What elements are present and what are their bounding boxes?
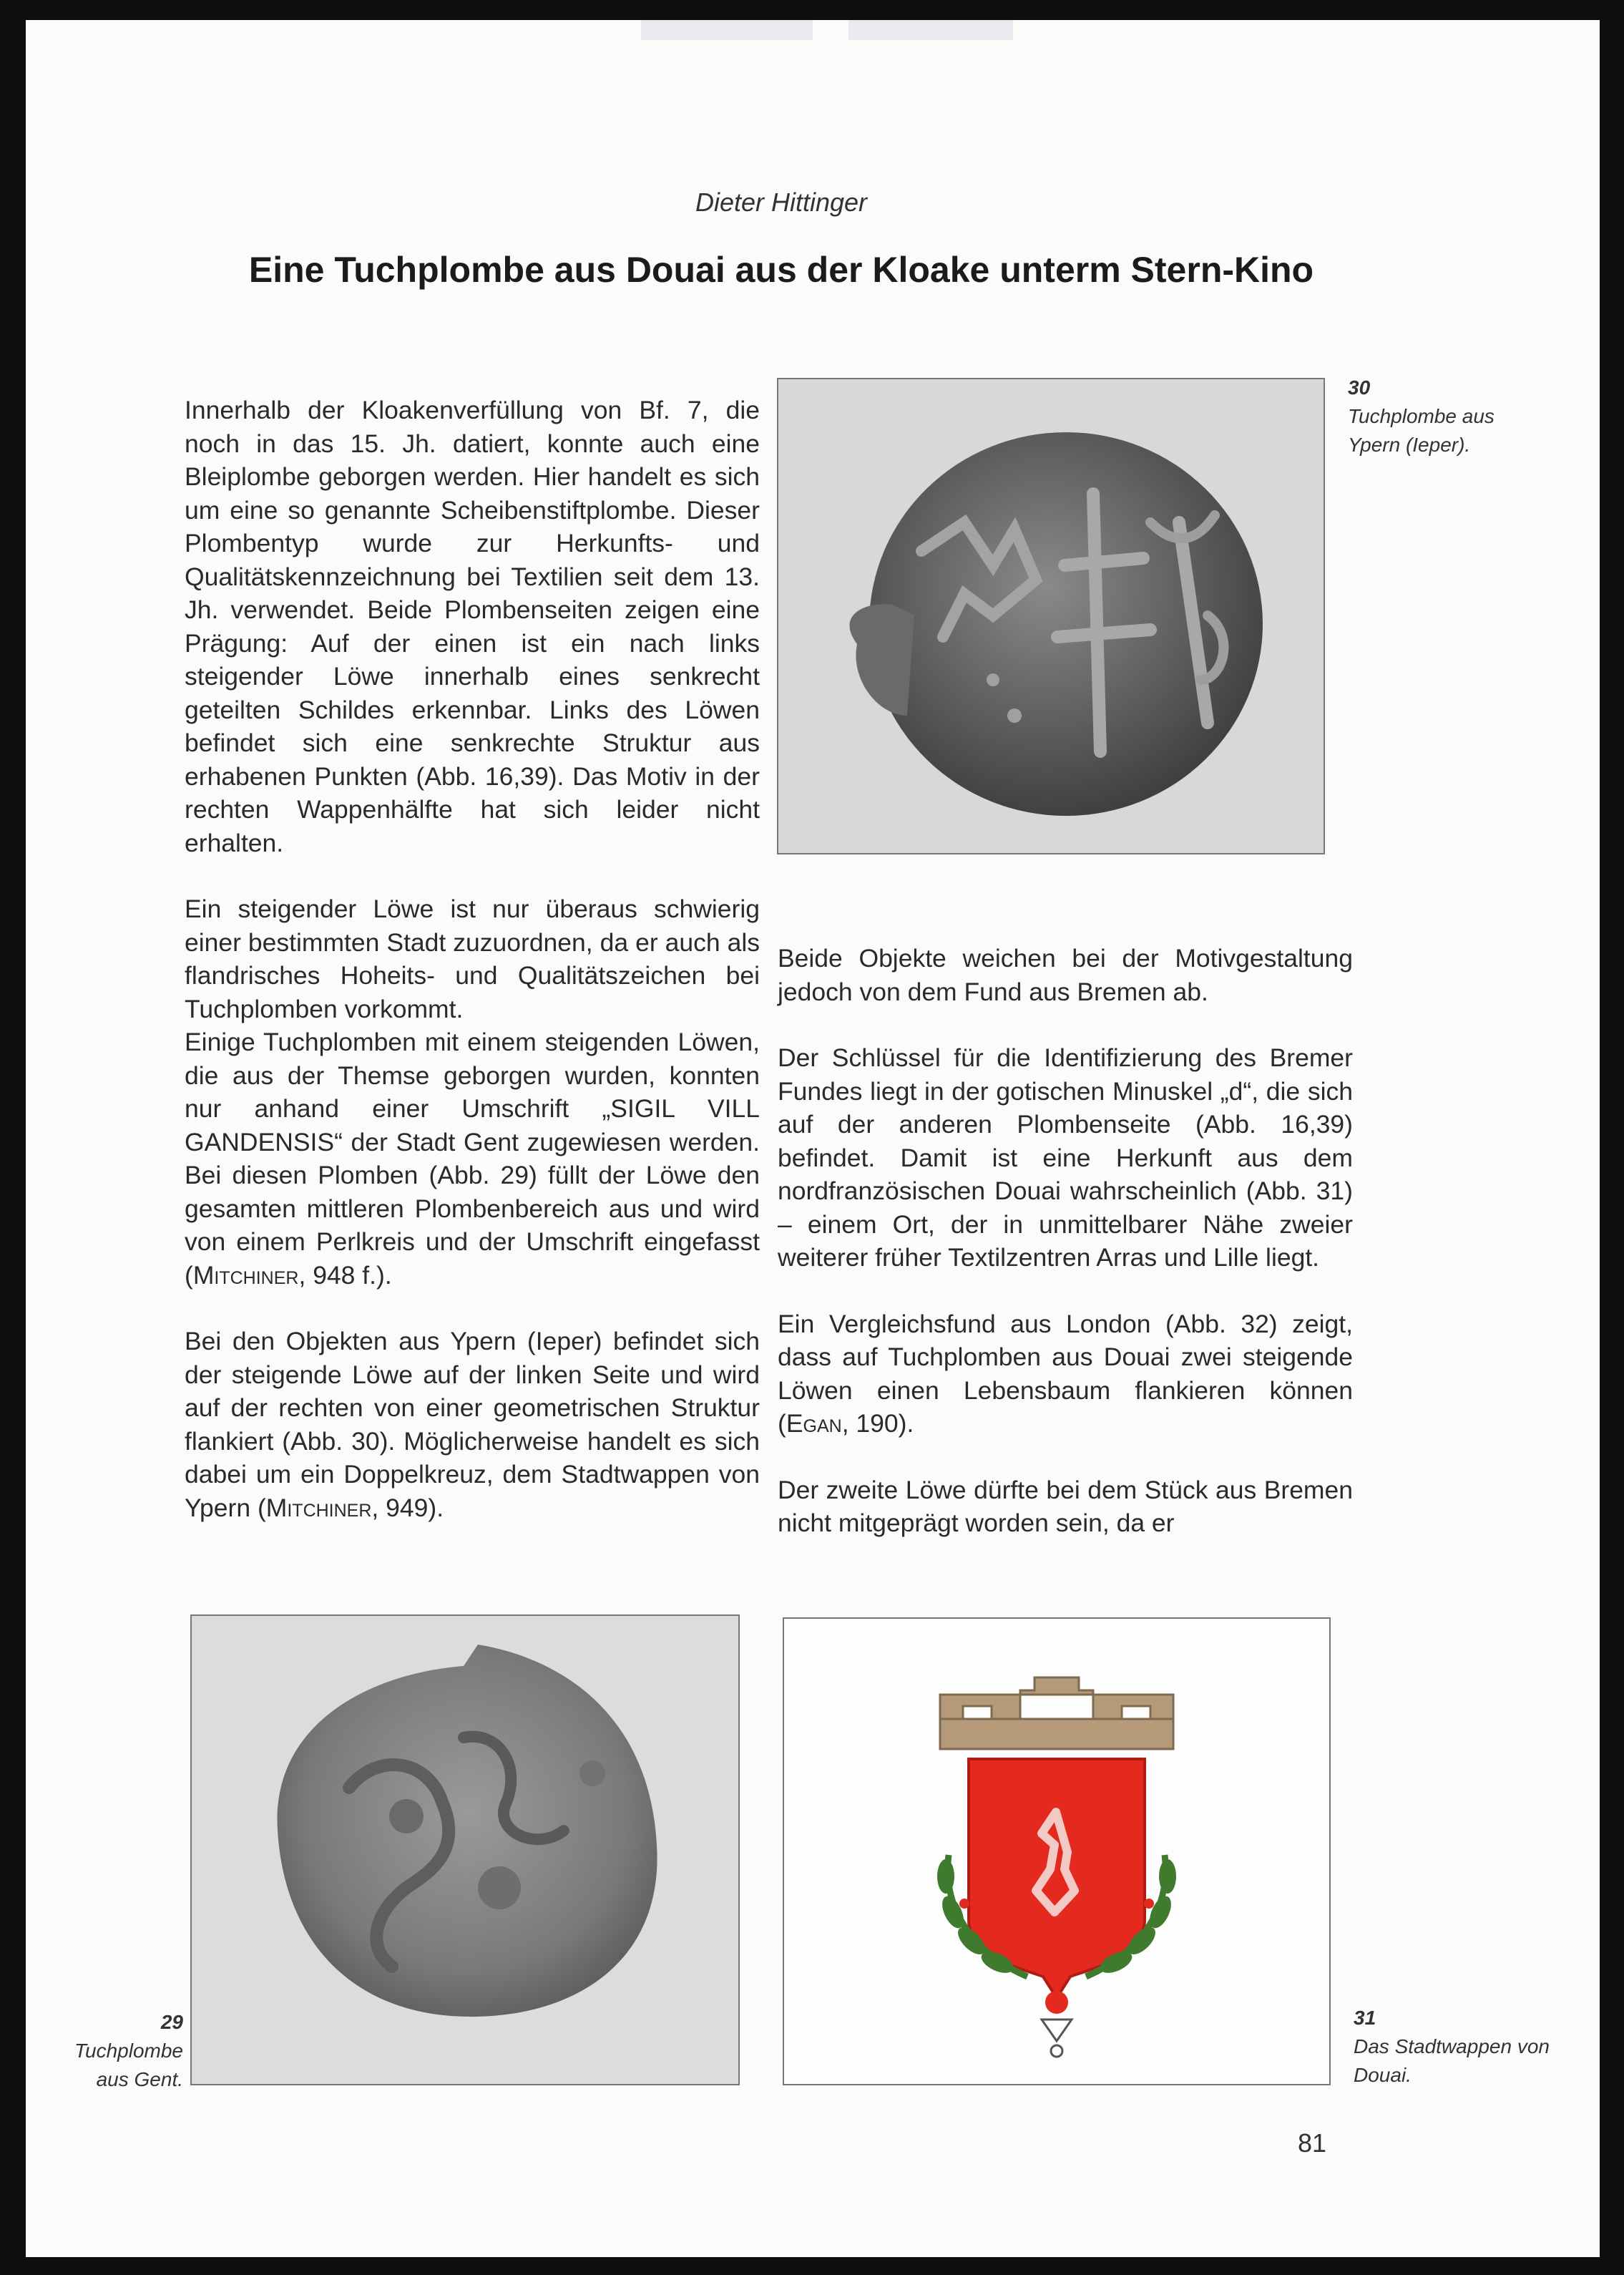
douai-coat-of-arms bbox=[784, 1619, 1329, 2084]
caption-text: Das Stadtwappen von Douai. bbox=[1354, 2035, 1550, 2086]
seal-photo-ypern bbox=[778, 379, 1324, 853]
paragraph: Ein steigender Löwe ist nur überaus schwierig einer bestimmten Stadt zuzuordnen, da er auch als flandrisches Hoheits- und Qualitätszeichen bei Tuchplomben vorkommt. bbox=[185, 895, 760, 1023]
page-number: 81 bbox=[1298, 2128, 1327, 2158]
caption-figure-29 bbox=[40, 2008, 183, 2094]
figure-number: 30 bbox=[1348, 376, 1371, 399]
scan-edge-mark bbox=[641, 20, 813, 40]
text-column-right bbox=[778, 942, 1353, 1573]
paragraph: Der Schlüssel für die Identifizierung des Bremer Fundes liegt in der gotischen Minuskel „d“, die sich auf der anderen Plombenseite (Abb. 16,39) befindet. Damit ist eine Herkunft aus dem nordfranzösischen Douai wahrscheinlich (Abb. 31) – einem Ort, der in unmittelbarer Nähe zweier weiterer früher Textilzentren Arras und Lille liegt. bbox=[778, 1043, 1353, 1272]
figure-29-seal-gent bbox=[190, 1614, 740, 2085]
paragraph: Ein Vergleichsfund aus London (Abb. 32) zeigt, dass auf Tuchplomben aus Douai zwei steigende Löwen einen Lebensbaum flankieren können (Egan, 190). bbox=[778, 1309, 1353, 1438]
paragraph: Beide Objekte weichen bei der Motivgestaltung jedoch von dem Fund aus Bremen ab. bbox=[778, 944, 1353, 1006]
article-title: Eine Tuchplombe aus Douai aus der Kloake unterm Stern-Kino bbox=[248, 250, 1314, 290]
paragraph: Innerhalb der Kloakenverfüllung von Bf. 7, die noch in das 15. Jh. datiert, konnte auch eine Bleiplombe geborgen werden. Hier handelt es sich um eine so genannte Scheibenstiftplombe. Dieser Plombentyp wurde zur Herkunfts- und Qualitätskennzeichnung bei Textilien seit dem 13. Jh. verwendet. Beide Plombenseiten zeigen eine Prägung: Auf der einen ist ein nach links steigender Löwe innerhalb eines senkrecht geteilten Schildes erkennbar. Links des Löwen befindet sich eine senkrechte Struktur aus erhabenen Punkten (Abb. 16,39). Das Motiv in der rechten Wappenhälfte hat sich leider nicht erhalten. bbox=[185, 396, 760, 857]
seal-photo-gent bbox=[192, 1616, 738, 2084]
paragraph: Der zweite Löwe dürfte bei dem Stück aus Bremen nicht mitgeprägt worden sein, da er bbox=[778, 1475, 1353, 1537]
paragraph: Einige Tuchplomben mit einem steigenden Löwen, die aus der Themse geborgen wurden, konnten nur anhand einer Umschrift „SIGIL VILL GANDENSIS“ der Stadt Gent zugewiesen werden. Bei diesen Plomben (Abb. 29) füllt der Löwe den gesamten mittleren Plombenbereich aus und wird von einem Perlkreis und der Umschrift eingefasst (Mitchiner, 948 f.). bbox=[185, 1028, 760, 1290]
figure-30-seal-ypern bbox=[777, 378, 1325, 854]
scan-edge-mark bbox=[848, 20, 1013, 40]
document-page bbox=[26, 20, 1600, 2257]
text-column-left bbox=[185, 394, 760, 1557]
figure-31-coat-of-arms-douai bbox=[783, 1617, 1331, 2085]
caption-figure-30 bbox=[1348, 374, 1534, 459]
figure-number: 29 bbox=[160, 2011, 183, 2033]
caption-figure-31 bbox=[1354, 2004, 1554, 2090]
caption-text: Tuchplombe aus Gent. bbox=[74, 2040, 183, 2090]
figure-number: 31 bbox=[1354, 2007, 1376, 2029]
author-name: Dieter Hittinger bbox=[695, 187, 868, 217]
caption-text: Tuchplombe aus Ypern (Ieper). bbox=[1348, 405, 1495, 456]
paragraph: Bei den Objekten aus Ypern (Ieper) befindet sich der steigende Löwe auf der linken Seite und wird auf der rechten von einer geometrischen Struktur flankiert (Abb. 30). Möglicherweise handelt es sich dabei um ein Doppelkreuz, dem Stadtwappen von Ypern (Mitchiner, 949). bbox=[185, 1327, 760, 1522]
